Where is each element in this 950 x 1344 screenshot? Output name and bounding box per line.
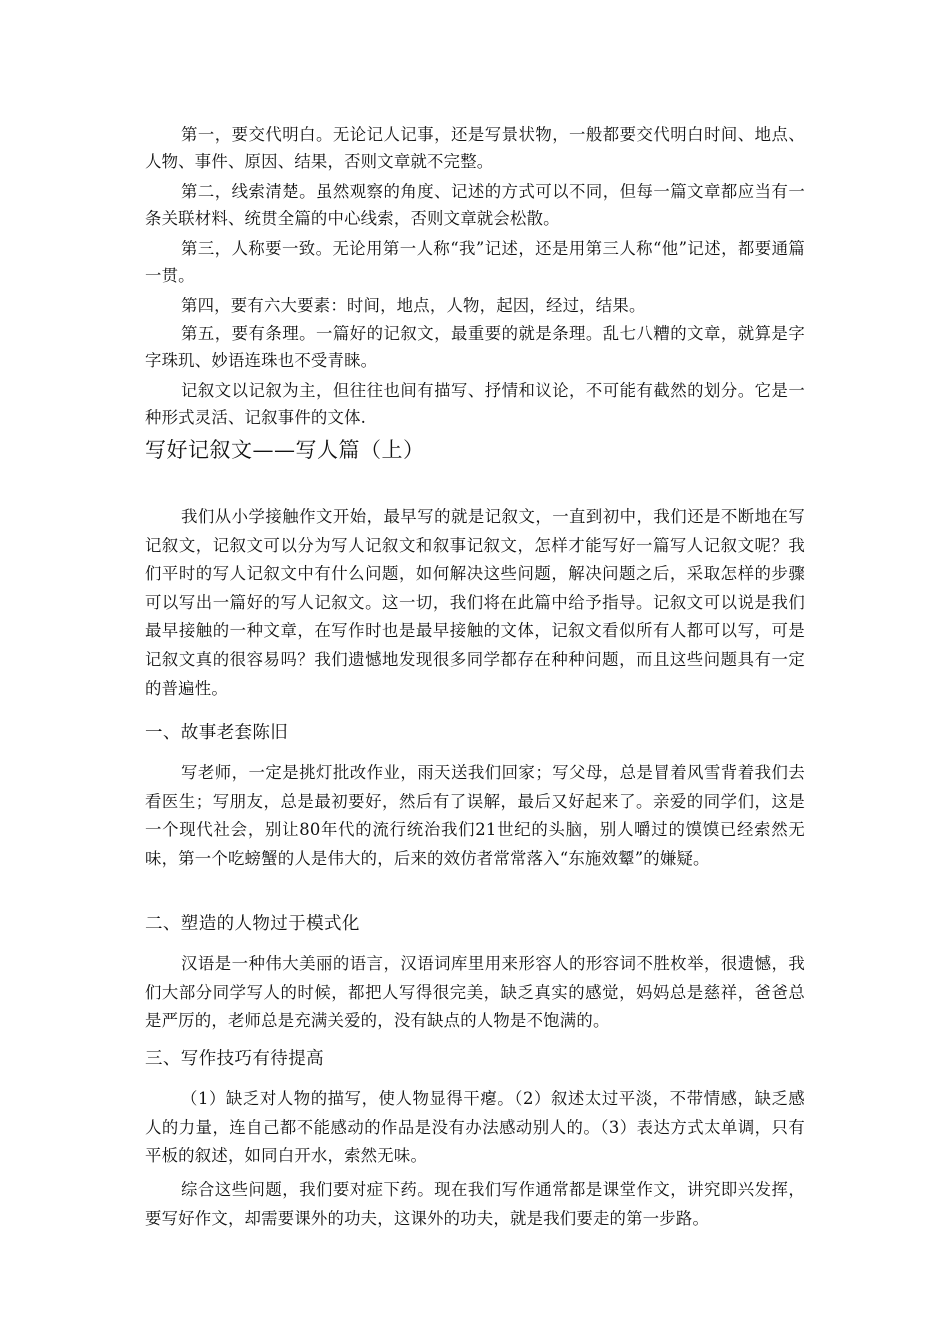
section-body-2: 汉语是一种伟大美丽的语言，汉语词库里用来形容人的形容词不胜枚举，很遗憾，我们大部分同学写人的时候，都把人写得很完美，缺乏真实的感觉，妈妈总是慈祥，爸爸总是严厉的，老师总是充满关爱的，没有缺点的人物是不饱满的。 (145, 954, 805, 1030)
section-heading-1: 一、故事老套陈旧 (145, 723, 289, 743)
section-heading-3: 三、写作技巧有待提高 (145, 1049, 324, 1069)
section-body-1: 写老师，一定是挑灯批改作业，雨天送我们回家；写父母，总是冒着风雪背着我们去看医生；写朋友，总是最初要好，然后有了误解，最后又好起来了。亲爱的同学们，这是一个现代社会，别让80年代的流行统治我们21世纪的头脑，别人嚼过的馍馍已经索然无味，第一个吃螃蟹的人是伟大的，后来的效仿者常常落入“东施效颦”的嫌疑。 (145, 763, 805, 868)
paragraph-point-5: 第五，要有条理。一篇好的记叙文，最重要的就是条理。乱七八糟的文章，就算是字字珠玑、妙语连珠也不受青睐。 (145, 324, 805, 370)
paragraph-point-2: 第二，线索清楚。虽然观察的角度、记述的方式可以不同，但每一篇文章都应当有一条关联材料、统贯全篇的中心线索，否则文章就会松散。 (145, 182, 805, 228)
paragraph-summary: 记叙文以记叙为主，但往往也间有描写、抒情和议论，不可能有截然的划分。它是一种形式灵活、记叙事件的文体. (145, 381, 805, 427)
section-body-3: （1）缺乏对人物的描写，使人物显得干瘪。（2）叙述太过平淡，不带情感，缺乏感人的力量，连自己都不能感动的作品是没有办法感动别人的。（3）表达方式太单调，只有平板的叙述，如同白开水，索然无味。 (145, 1089, 805, 1165)
paragraph-closing: 综合这些问题，我们要对症下药。现在我们写作通常都是课堂作文，讲究即兴发挥，要写好作文，却需要课外的功夫，这课外的功夫，就是我们要走的第一步路。 (145, 1180, 805, 1228)
paragraph-point-4: 第四，要有六大要素：时间，地点，人物，起因，经过，结果。 (181, 296, 646, 315)
paragraph-point-1: 第一，要交代明白。无论记人记事，还是写景状物，一般都要交代明白时间、地点、人物、事件、原因、结果，否则文章就不完整。 (145, 125, 805, 171)
paragraph-point-3: 第三，人称要一致。无论用第一人称“我”记述，还是用第三人称“他”记述，都要通篇一贯。 (145, 239, 805, 285)
paragraph-lead: 我们从小学接触作文开始，最早写的就是记叙文，一直到初中，我们还是不断地在写记叙文，记叙文可以分为写人记叙文和叙事记叙文，怎样才能写好一篇写人记叙文呢？我们平时的写人记叙文中有什么问题，如何解决这些问题，解决问题之后，采取怎样的步骤可以写出一篇好的写人记叙文。这一切，我们将在此篇中给予指导。记叙文可以说是我们最早接触的一种文章，在写作时也是最早接触的文体，记叙文看似所有人都可以写，可是记叙文真的很容易吗？我们遗憾地发现很多同学都存在种种问题，而且这些问题具有一定的普遍性。 (145, 507, 805, 698)
section-heading-2: 二、塑造的人物过于模式化 (145, 914, 360, 934)
article-title: 写好记叙文——写人篇（上） (145, 438, 425, 462)
